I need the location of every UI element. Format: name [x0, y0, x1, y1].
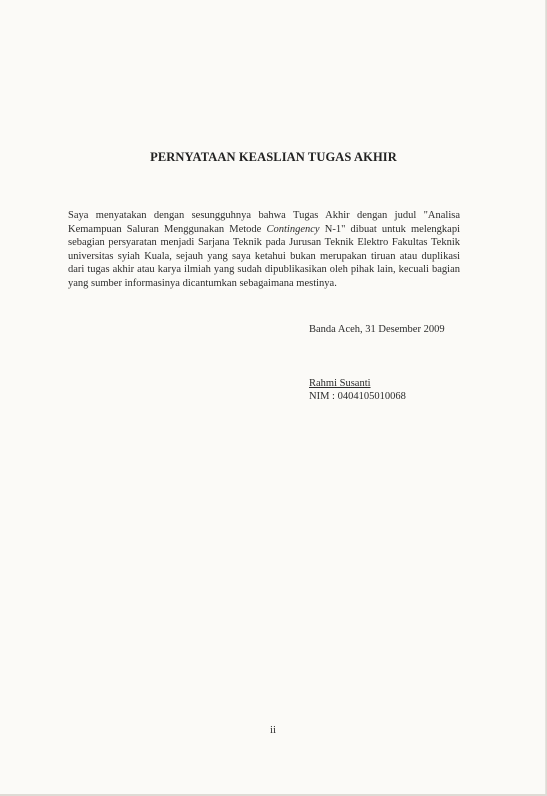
place-date: Banda Aceh, 31 Desember 2009 [309, 324, 445, 335]
statement-paragraph [68, 209, 460, 291]
signatory-name: Rahmi Susanti [309, 378, 371, 389]
statement-text-start: Saya menyatakan dengan sesungguhnya bahwa Tugas Akhir dengan judul "Analisa Kemampuan Saluran Menggunakan Metode [68, 210, 460, 235]
statement-italic-term: Contingency [266, 223, 320, 235]
statement-text-end: N-1" dibuat untuk melengkapi sebagian persyaratan menjadi Sarjana Teknik pada Jurusan Teknik Elektro Fakultas Teknik universitas syiah Kuala, sejauh yang saya ketahui bukan merupakan tiruan atau duplikasi dari tugas akhir atau karya ilmiah yang sudah dipublikasikan oleh pihak lain, kecuali bagian yang sumber informasinya dicantumkan sebagaimana mestinya. [68, 223, 460, 289]
page-title: PERNYATAAN KEASLIAN TUGAS AKHIR [150, 150, 397, 164]
signatory-nim: NIM : 0404105010068 [309, 391, 406, 402]
page-number: ii [269, 724, 277, 736]
